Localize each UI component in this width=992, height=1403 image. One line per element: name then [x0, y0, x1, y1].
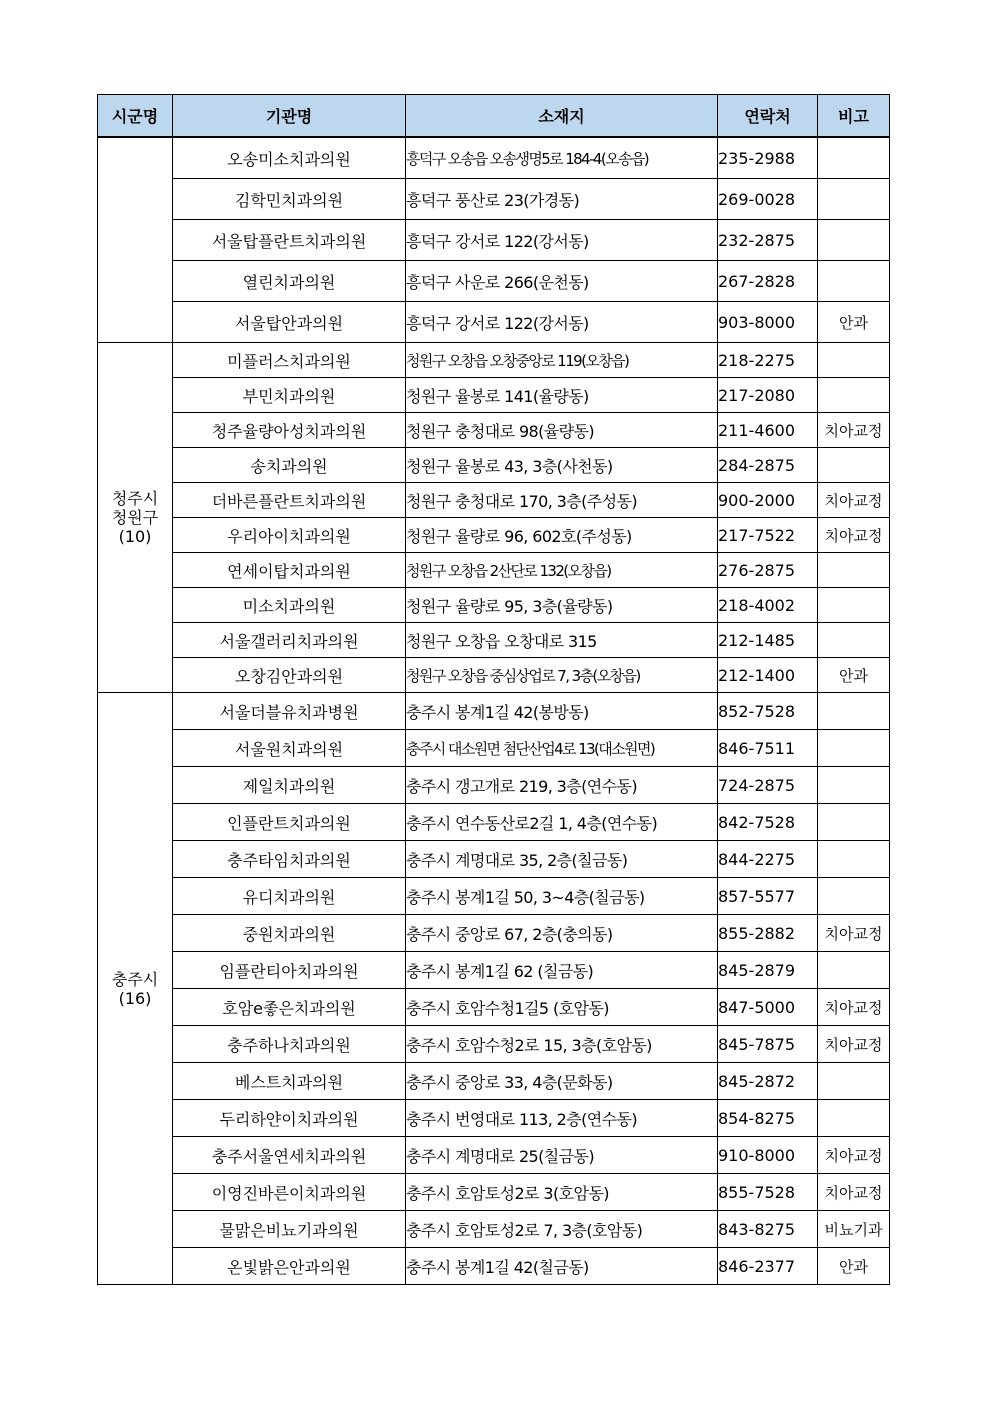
clinic-name-cell: 제일치과의원: [173, 767, 406, 804]
phone-cell: 855-2882: [718, 915, 818, 952]
phone-cell: 218-4002: [718, 588, 818, 623]
table-row: [98, 302, 890, 343]
phone-cell: 724-2875: [718, 767, 818, 804]
address-cell: 충주시 봉계1길 42(칠금동): [406, 1248, 718, 1285]
address-cell: 충주시 호암수청2로 15, 3층(호암동): [406, 1026, 718, 1063]
table-row: [98, 448, 890, 483]
note-cell: [818, 693, 890, 730]
region-label: 충주시: [111, 969, 159, 989]
clinic-name-cell: 부민치과의원: [173, 378, 406, 413]
address-cell: 충주시 호암토성2로 7, 3층(호암동): [406, 1211, 718, 1248]
note-cell: 치아교정: [818, 483, 890, 518]
table-row: [98, 588, 890, 623]
clinic-name-cell: 미소치과의원: [173, 588, 406, 623]
phone-cell: 910-8000: [718, 1137, 818, 1174]
note-cell: [818, 378, 890, 413]
address-cell: 청원구 율봉로 141(율량동): [406, 378, 718, 413]
phone-cell: 843-8275: [718, 1211, 818, 1248]
address-cell: 충주시 계명대로 25(칠금동): [406, 1137, 718, 1174]
region-label: (16): [118, 988, 152, 1008]
note-cell: [818, 841, 890, 878]
clinic-name-cell: 서울더블유치과병원: [173, 693, 406, 730]
note-cell: 치아교정: [818, 1026, 890, 1063]
phone-cell: 284-2875: [718, 448, 818, 483]
region-label: 청주시: [111, 489, 159, 508]
table-row: [98, 378, 890, 413]
region-label: 청원구: [111, 508, 159, 527]
phone-cell: 854-8275: [718, 1100, 818, 1137]
clinic-name-cell: 호암e좋은치과의원: [173, 989, 406, 1026]
region-cell: [98, 693, 173, 1285]
phone-cell: 847-5000: [718, 989, 818, 1026]
clinic-name-cell: 두리하얀이치과의원: [173, 1100, 406, 1137]
note-cell: 치아교정: [818, 989, 890, 1026]
table-row: [98, 1026, 890, 1063]
table-row: [98, 137, 890, 179]
clinic-name-cell: 청주율량아성치과의원: [173, 413, 406, 448]
table-row: [98, 878, 890, 915]
table-row: [98, 518, 890, 553]
address-cell: 청원구 율봉로 43, 3층(사천동): [406, 448, 718, 483]
phone-cell: 855-7528: [718, 1174, 818, 1211]
table-row: [98, 623, 890, 658]
address-cell: 흥덕구 풍산로 23(가경동): [406, 179, 718, 220]
address-cell: 충주시 봉계1길 62 (칠금동): [406, 952, 718, 989]
address-cell: 흥덕구 사운로 266(운천동): [406, 261, 718, 302]
note-cell: 치아교정: [818, 1174, 890, 1211]
clinic-name-cell: 서울탑플란트치과의원: [173, 220, 406, 261]
clinic-name-cell: 서울원치과의원: [173, 730, 406, 767]
note-cell: [818, 137, 890, 179]
note-cell: [818, 878, 890, 915]
phone-cell: 276-2875: [718, 553, 818, 588]
note-cell: 치아교정: [818, 518, 890, 553]
note-cell: [818, 343, 890, 378]
clinic-name-cell: 열린치과의원: [173, 261, 406, 302]
region-cell: [98, 343, 173, 693]
note-cell: [818, 220, 890, 261]
clinic-name-cell: 임플란티아치과의원: [173, 952, 406, 989]
clinic-name-cell: 온빛밝은안과의원: [173, 1248, 406, 1285]
address-cell: 흥덕구 강서로 122(강서동): [406, 220, 718, 261]
clinic-name-cell: 더바른플란트치과의원: [173, 483, 406, 518]
note-cell: [818, 261, 890, 302]
address-cell: 청원구 오창읍 2산단로 132(오창읍): [406, 553, 718, 588]
clinic-name-cell: 베스트치과의원: [173, 1063, 406, 1100]
header-phone: 연락처: [718, 95, 818, 138]
table-row: [98, 1174, 890, 1211]
address-cell: 충주시 대소원면 첨단산업4로 13(대소원면): [406, 730, 718, 767]
phone-cell: 852-7528: [718, 693, 818, 730]
table-row: [98, 1211, 890, 1248]
address-cell: 충주시 번영대로 113, 2층(연수동): [406, 1100, 718, 1137]
address-cell: 청원구 오창읍 오창대로 315: [406, 623, 718, 658]
note-cell: [818, 588, 890, 623]
address-cell: 충주시 호암토성2로 3(호암동): [406, 1174, 718, 1211]
region-cell: [98, 137, 173, 343]
clinic-name-cell: 충주서울연세치과의원: [173, 1137, 406, 1174]
header-note: 비고: [818, 95, 890, 138]
clinic-name-cell: 중원치과의원: [173, 915, 406, 952]
phone-cell: 846-7511: [718, 730, 818, 767]
clinic-name-cell: 물맑은비뇨기과의원: [173, 1211, 406, 1248]
address-cell: 청원구 오창읍 중심상업로 7, 3층(오창읍): [406, 658, 718, 693]
phone-cell: 212-1400: [718, 658, 818, 693]
phone-cell: 217-2080: [718, 378, 818, 413]
address-cell: 충주시 중앙로 33, 4층(문화동): [406, 1063, 718, 1100]
table-row: [98, 989, 890, 1026]
clinic-name-cell: 연세이탑치과의원: [173, 553, 406, 588]
phone-cell: 844-2275: [718, 841, 818, 878]
clinic-name-cell: 서울갤러리치과의원: [173, 623, 406, 658]
clinic-name-cell: 유디치과의원: [173, 878, 406, 915]
phone-cell: 857-5577: [718, 878, 818, 915]
table-row: [98, 804, 890, 841]
header-address: 소재지: [406, 95, 718, 138]
table-row: [98, 413, 890, 448]
phone-cell: 211-4600: [718, 413, 818, 448]
clinic-name-cell: 충주하나치과의원: [173, 1026, 406, 1063]
clinic-name-cell: 미플러스치과의원: [173, 343, 406, 378]
table-body: [98, 137, 890, 1285]
table-row: [98, 343, 890, 378]
address-cell: 청원구 율량로 96, 602호(주성동): [406, 518, 718, 553]
phone-cell: 217-7522: [718, 518, 818, 553]
note-cell: [818, 952, 890, 989]
table-row: [98, 915, 890, 952]
note-cell: 치아교정: [818, 413, 890, 448]
table-row: [98, 730, 890, 767]
table-row: [98, 1248, 890, 1285]
table-row: [98, 767, 890, 804]
table-row: [98, 220, 890, 261]
address-cell: 흥덕구 오송읍 오송생명5로 184-4(오송읍): [406, 137, 718, 179]
phone-cell: 267-2828: [718, 261, 818, 302]
phone-cell: 218-2275: [718, 343, 818, 378]
table-row: [98, 179, 890, 220]
header-row: [98, 95, 890, 138]
address-cell: 충주시 계명대로 35, 2층(칠금동): [406, 841, 718, 878]
address-cell: 충주시 호암수청1길5 (호암동): [406, 989, 718, 1026]
table-row: [98, 841, 890, 878]
note-cell: 치아교정: [818, 1137, 890, 1174]
address-cell: 충주시 갱고개로 219, 3층(연수동): [406, 767, 718, 804]
address-cell: 청원구 충청대로 170, 3층(주성동): [406, 483, 718, 518]
clinic-name-cell: 인플란트치과의원: [173, 804, 406, 841]
address-cell: 충주시 연수동산로2길 1, 4층(연수동): [406, 804, 718, 841]
table-row: [98, 483, 890, 518]
clinic-name-cell: 우리아이치과의원: [173, 518, 406, 553]
note-cell: [818, 623, 890, 658]
note-cell: [818, 1063, 890, 1100]
region-label: (10): [118, 527, 152, 546]
note-cell: 비뇨기과: [818, 1211, 890, 1248]
phone-cell: 269-0028: [718, 179, 818, 220]
table-row: [98, 553, 890, 588]
clinic-name-cell: 오창김안과의원: [173, 658, 406, 693]
phone-cell: 235-2988: [718, 137, 818, 179]
note-cell: 치아교정: [818, 915, 890, 952]
address-cell: 청원구 충청대로 98(율량동): [406, 413, 718, 448]
clinic-name-cell: 서울탑안과의원: [173, 302, 406, 343]
note-cell: 안과: [818, 302, 890, 343]
clinic-table: [97, 94, 890, 1285]
phone-cell: 842-7528: [718, 804, 818, 841]
phone-cell: 903-8000: [718, 302, 818, 343]
phone-cell: 845-7875: [718, 1026, 818, 1063]
table-row: [98, 952, 890, 989]
clinic-name-cell: 송치과의원: [173, 448, 406, 483]
address-cell: 충주시 봉계1길 42(봉방동): [406, 693, 718, 730]
note-cell: [818, 767, 890, 804]
table-row: [98, 1100, 890, 1137]
note-cell: [818, 553, 890, 588]
clinic-name-cell: 오송미소치과의원: [173, 137, 406, 179]
note-cell: [818, 448, 890, 483]
note-cell: 안과: [818, 658, 890, 693]
clinic-name-cell: 김학민치과의원: [173, 179, 406, 220]
table-row: [98, 693, 890, 730]
address-cell: 청원구 율량로 95, 3층(율량동): [406, 588, 718, 623]
phone-cell: 845-2872: [718, 1063, 818, 1100]
phone-cell: 900-2000: [718, 483, 818, 518]
phone-cell: 846-2377: [718, 1248, 818, 1285]
address-cell: 충주시 봉계1길 50, 3~4층(칠금동): [406, 878, 718, 915]
address-cell: 청원구 오창읍 오창중앙로 119(오창읍): [406, 343, 718, 378]
note-cell: [818, 1100, 890, 1137]
address-cell: 흥덕구 강서로 122(강서동): [406, 302, 718, 343]
clinic-name-cell: 이영진바른이치과의원: [173, 1174, 406, 1211]
clinic-name-cell: 충주타임치과의원: [173, 841, 406, 878]
address-cell: 충주시 중앙로 67, 2층(충의동): [406, 915, 718, 952]
note-cell: [818, 804, 890, 841]
header-name: 기관명: [173, 95, 406, 138]
table-row: [98, 658, 890, 693]
note-cell: [818, 730, 890, 767]
phone-cell: 232-2875: [718, 220, 818, 261]
table-row: [98, 1063, 890, 1100]
table-row: [98, 1137, 890, 1174]
phone-cell: 212-1485: [718, 623, 818, 658]
table-row: [98, 261, 890, 302]
note-cell: 안과: [818, 1248, 890, 1285]
header-region: 시군명: [98, 95, 173, 138]
phone-cell: 845-2879: [718, 952, 818, 989]
note-cell: [818, 179, 890, 220]
